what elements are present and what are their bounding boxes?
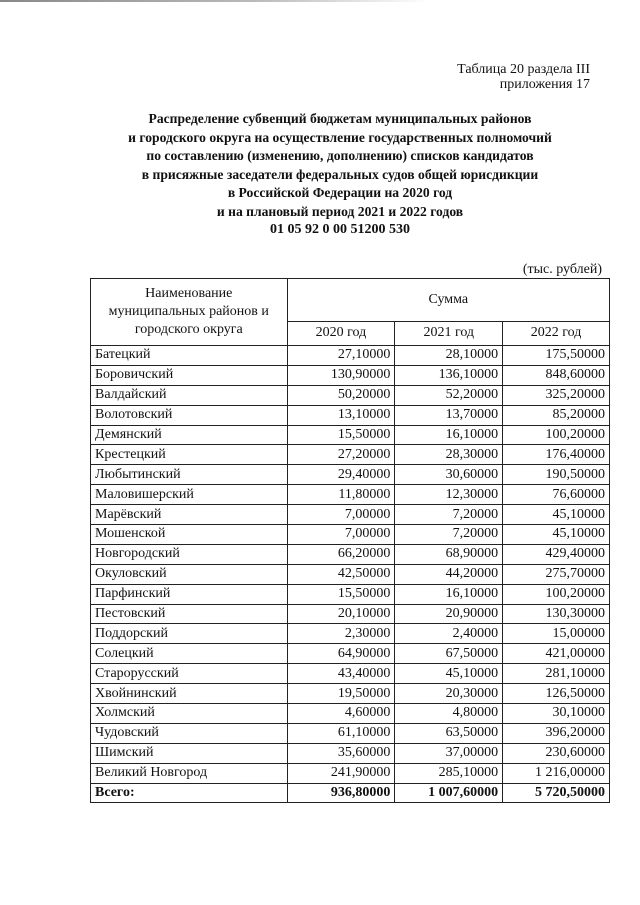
table-row [91,544,610,564]
sum-2022: 1 216,00000 [503,763,610,783]
sum-2022: 325,20000 [503,385,610,405]
sum-2021: 7,20000 [395,505,503,525]
title-line-2: и городского округа на осуществление государственных полномочий [128,129,552,145]
sum-2020: 20,10000 [287,604,395,624]
table-row [91,763,610,783]
district-name: Пестовский [91,604,288,624]
sum-2022: 848,60000 [503,365,610,385]
sum-2020: 19,50000 [287,684,395,704]
district-name: Мошенской [91,525,288,545]
sum-2022: 281,10000 [503,664,610,684]
district-name: Солецкий [91,644,288,664]
sum-2022: 45,10000 [503,525,610,545]
district-name: Парфинский [91,584,288,604]
total-2021: 1 007,60000 [395,783,503,803]
sum-2021: 7,20000 [395,525,503,545]
district-name: Батецкий [91,346,288,366]
sum-2020: 29,40000 [287,465,395,485]
sum-2022: 421,00000 [503,644,610,664]
sum-2020: 35,60000 [287,743,395,763]
sum-2021: 28,10000 [395,346,503,366]
sum-2022: 190,50000 [503,465,610,485]
district-name: Крестецкий [91,445,288,465]
title-line-1: Распределение субвенций бюджетам муниципальных районов [148,111,532,126]
sum-2022: 45,10000 [503,505,610,525]
budget-code: 01 05 92 0 00 51200 530 [270,222,410,237]
sum-2022: 176,40000 [503,445,610,465]
table-row [91,425,610,445]
title-line-3: по составлению (изменению, дополнению) списков кандидатов [146,148,534,164]
table-row [91,525,610,545]
name-column-header: Наименование муниципальных районов и городского округа [91,279,288,346]
district-name: Боровичский [91,365,288,385]
sum-2020: 27,10000 [287,346,395,366]
sum-2021: 12,30000 [395,485,503,505]
table-row [91,743,610,763]
sum-2022: 126,50000 [503,684,610,704]
subventions-table [90,278,610,803]
sum-2020: 66,20000 [287,544,395,564]
table-row [91,664,610,684]
total-2020: 936,80000 [287,783,395,803]
total-label: Всего: [91,783,288,803]
sum-2022: 85,20000 [503,405,610,425]
title-line-5: в Российской Федерации на 2020 год [227,185,453,201]
sum-2021: 44,20000 [395,564,503,584]
sum-2022: 429,40000 [503,544,610,564]
sum-2022: 100,20000 [503,425,610,445]
sum-2022: 230,60000 [503,743,610,763]
sum-2020: 61,10000 [287,723,395,743]
sum-2020: 42,50000 [287,564,395,584]
total-row [91,783,610,803]
sum-2022: 100,20000 [503,584,610,604]
district-name: Демянский [91,425,288,445]
appendix-line-1: Таблица 20 раздела III [457,62,590,77]
district-name: Хвойнинский [91,684,288,704]
sum-2021: 136,10000 [395,365,503,385]
sum-2022: 175,50000 [503,346,610,366]
sum-2021: 4,80000 [395,704,503,724]
district-name: Новгородский [91,544,288,564]
sum-2020: 4,60000 [287,704,395,724]
table-row [91,365,610,385]
sum-2020: 27,20000 [287,445,395,465]
sum-2020: 64,90000 [287,644,395,664]
table-row [91,704,610,724]
sum-2021: 45,10000 [395,664,503,684]
district-name: Великий Новгород [91,763,288,783]
table-row [91,584,610,604]
sum-2021: 37,00000 [395,743,503,763]
sum-2021: 67,50000 [395,644,503,664]
table-row [91,405,610,425]
district-name: Окуловский [91,564,288,584]
sum-2020: 241,90000 [287,763,395,783]
sum-2020: 7,00000 [287,505,395,525]
sum-2020: 43,40000 [287,664,395,684]
table-row [91,465,610,485]
sum-2020: 2,30000 [287,624,395,644]
table-row [91,604,610,624]
sum-2021: 20,90000 [395,604,503,624]
table-row [91,505,610,525]
sum-2022: 130,30000 [503,604,610,624]
sum-2020: 13,10000 [287,405,395,425]
scan-artifact-line [0,0,430,2]
sum-2022: 396,20000 [503,723,610,743]
district-name: Маловишерский [91,485,288,505]
year-header-2020: 2020 год [287,321,395,345]
sum-2021: 20,30000 [395,684,503,704]
sum-2021: 68,90000 [395,544,503,564]
sum-2021: 28,30000 [395,445,503,465]
sum-2021: 13,70000 [395,405,503,425]
title-line-4: в присяжные заседатели федеральных судов общей юрисдикции [141,166,539,182]
sum-2020: 11,80000 [287,485,395,505]
district-name: Марёвский [91,505,288,525]
sum-2021: 285,10000 [395,763,503,783]
district-name: Шимский [91,743,288,763]
sum-2020: 130,90000 [287,365,395,385]
district-name: Чудовский [91,723,288,743]
table-body [91,346,610,803]
table-row [91,723,610,743]
appendix-reference [457,62,590,92]
sum-2021: 16,10000 [395,584,503,604]
district-name: Холмский [91,704,288,724]
sum-2022: 76,60000 [503,485,610,505]
table-row [91,644,610,664]
table-row [91,564,610,584]
district-name: Любытинский [91,465,288,485]
sum-2020: 15,50000 [287,584,395,604]
sum-2020: 50,20000 [287,385,395,405]
total-2022: 5 720,50000 [503,783,610,803]
appendix-line-2: приложения 17 [499,77,590,92]
sum-2020: 15,50000 [287,425,395,445]
district-name: Валдайский [91,385,288,405]
units-label: (тыс. рублей) [522,262,602,277]
year-header-2021: 2021 год [395,321,503,345]
title-line-6: и на плановый период 2021 и 2022 годов [216,203,464,219]
table-row [91,385,610,405]
table-row [91,445,610,465]
sum-column-header: Сумма [287,279,609,322]
table-row [91,485,610,505]
document-title [60,110,620,222]
sum-2021: 63,50000 [395,723,503,743]
sum-2022: 15,00000 [503,624,610,644]
year-header-2022: 2022 год [503,321,610,345]
sum-2021: 30,60000 [395,465,503,485]
district-name: Поддорский [91,624,288,644]
district-name: Старорусский [91,664,288,684]
district-name: Волотовский [91,405,288,425]
sum-2021: 2,40000 [395,624,503,644]
sum-2021: 52,20000 [395,385,503,405]
table-row [91,684,610,704]
sum-2022: 275,70000 [503,564,610,584]
table-row [91,346,610,366]
sum-2021: 16,10000 [395,425,503,445]
table-row [91,624,610,644]
sum-2022: 30,10000 [503,704,610,724]
sum-2020: 7,00000 [287,525,395,545]
